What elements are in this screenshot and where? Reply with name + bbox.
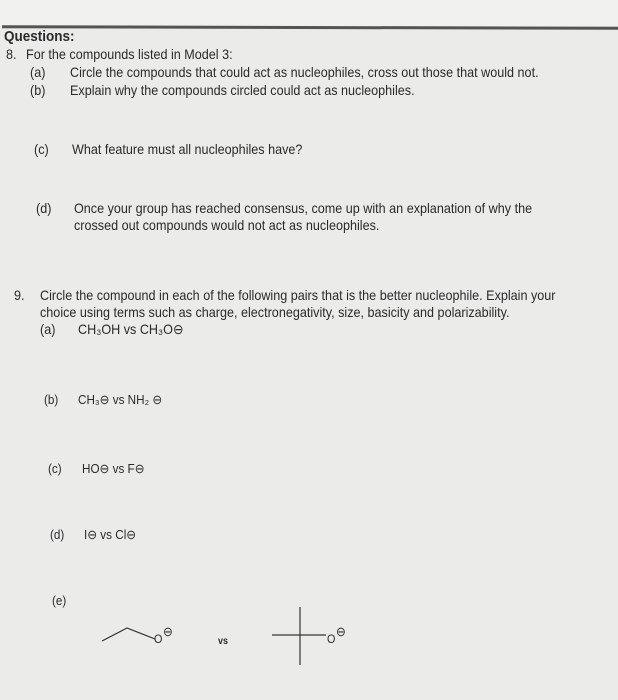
q9b-label: (b) (44, 392, 59, 407)
q8-text: For the compounds listed in Model 3: (26, 46, 233, 62)
q9-number: 9. (14, 287, 25, 303)
questions-heading: Questions: (4, 28, 75, 45)
q9b-text: CH₃⊖ vs NH₂ ⊖ (78, 392, 163, 407)
page-top-margin (0, 0, 618, 26)
ethoxide-oxygen: O (154, 632, 163, 646)
ethoxide-charge: ⊖ (163, 624, 173, 639)
q8a-text: Circle the compounds that could act as nucleophiles, cross out those that would not. (70, 64, 539, 80)
q9-line2: choice using terms such as charge, electronegativity, size, basicity and polarizability. (40, 304, 510, 320)
tert-butoxide-charge: ⊖ (336, 624, 346, 639)
q8b-text: Explain why the compounds circled could act as nucleophiles. (70, 82, 415, 98)
vs-label: vs (218, 636, 229, 647)
q8d-label: (d) (36, 200, 52, 216)
q9e-label: (e) (52, 593, 67, 608)
q9a-text: CH₃OH vs CH₃O⊖ (78, 321, 184, 337)
q8d-line1: Once your group has reached consensus, come up with an explanation of why the (74, 200, 533, 216)
q8-number: 8. (6, 46, 17, 62)
q8a-label: (a) (30, 64, 46, 80)
tert-butoxide-oxygen: O (327, 632, 336, 646)
q9-line1: Circle the compound in each of the following pairs that is the better nucleophile. Explain your (40, 287, 556, 303)
q8c-label: (c) (34, 141, 49, 157)
section-divider (2, 25, 618, 30)
q9c-label: (c) (48, 461, 62, 476)
q8c-text: What feature must all nucleophiles have? (72, 141, 303, 157)
q9d-label: (d) (50, 527, 65, 542)
q8b-label: (b) (30, 82, 46, 98)
q9d-text: I⊖ vs Cl⊖ (84, 527, 137, 542)
ethoxide-structure (100, 615, 200, 655)
q8d-line2: crossed out compounds would not act as nucleophiles. (74, 217, 380, 233)
q9c-text: HO⊖ vs F⊖ (82, 461, 145, 476)
q9a-label: (a) (40, 321, 56, 337)
